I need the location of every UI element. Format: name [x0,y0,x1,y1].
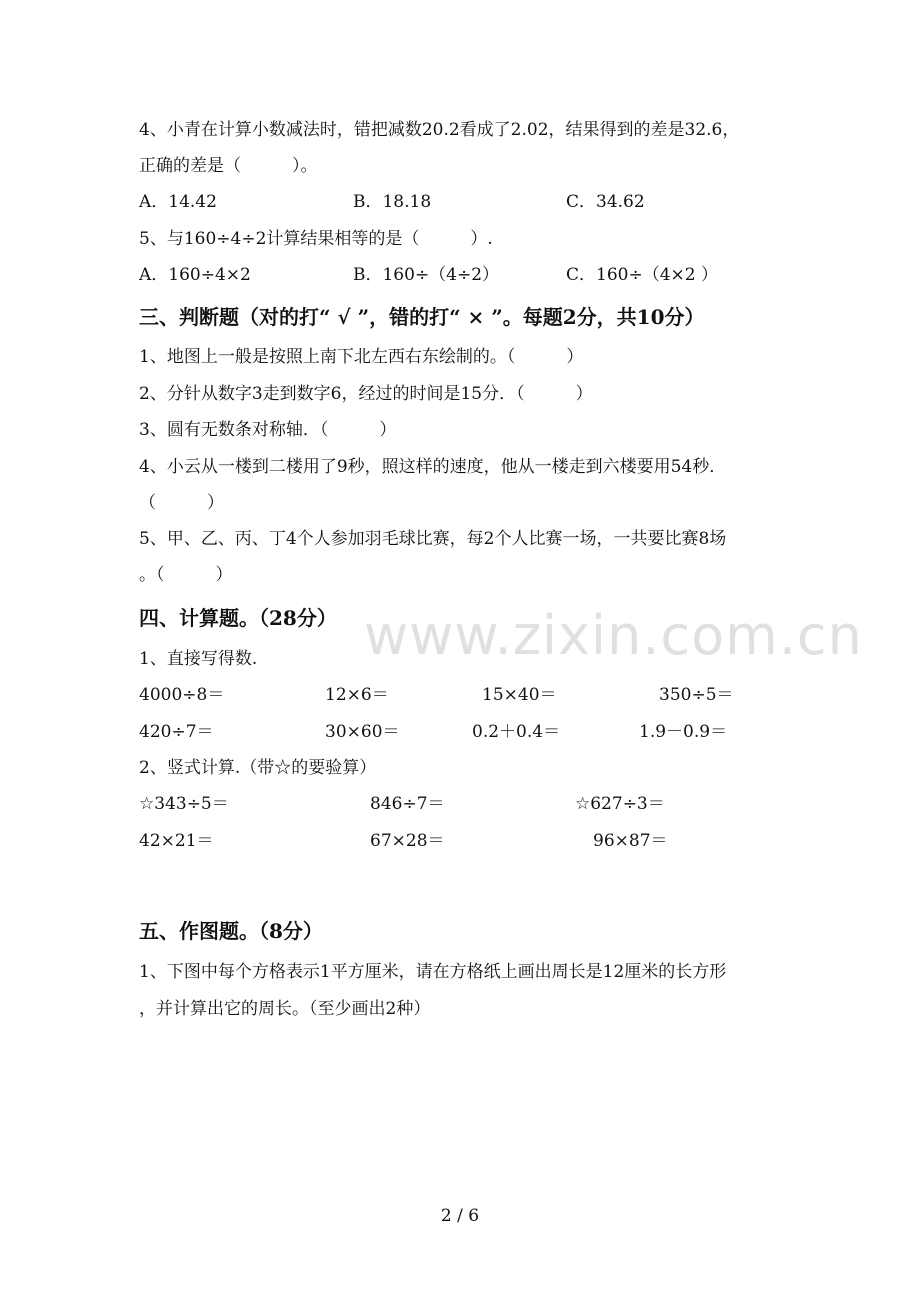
drawing-question-line-2: ，并计算出它的周长。（至少画出2种） [139,999,431,1019]
judge-item-5-bracket: 。（ ） [139,565,233,585]
judge-item-1: 1、地图上一般是按照上南下北左西右东绘制的。（ ） [139,347,584,367]
section-3-title: 三、判断题（对的打“ √ ”，错的打“ × ”。每题2分，共10分） [139,305,705,329]
direct-item: 420÷7＝ [139,722,214,742]
vertical-item: ☆627÷3＝ [575,794,665,814]
direct-item: 15×40＝ [482,685,557,705]
direct-item: 12×6＝ [325,685,389,705]
question-4-option-a: A．14.42 [139,192,217,212]
question-4-line-1: 4、小青在计算小数减法时，错把减数20.2看成了2.02，结果得到的差是32.6， [139,120,740,140]
judge-item-4: 4、小云从一楼到二楼用了9秒，照这样的速度，他从一楼走到六楼要用54秒． [139,457,727,477]
section-5-title: 五、作图题。（8分） [139,919,323,943]
vertical-item: 42×21＝ [139,831,214,851]
judge-item-4-bracket: （ ） [139,493,224,513]
direct-item: 350÷5＝ [659,685,734,705]
direct-item: 4000÷8＝ [139,685,225,705]
direct-item: 30×60＝ [325,722,400,742]
question-5-option-a: A．160÷4×2 [139,265,251,285]
drawing-question-line-1: 1、下图中每个方格表示1平方厘米，请在方格纸上画出周长是12厘米的长方形 [139,962,727,982]
vertical-item: 96×87＝ [593,831,668,851]
section-4-title: 四、计算题。（28分） [139,606,337,630]
watermark: www.zixin.com.cn [364,604,863,667]
judge-item-5: 5、甲、乙、丙、丁4个人参加羽毛球比赛，每2个人比赛一场，一共要比赛8场 [139,529,727,549]
question-5-text: 5、与160÷4÷2计算结果相等的是（ ）. [139,229,493,249]
direct-answer-heading: 1、直接写得数. [139,649,258,669]
vertical-item: ☆343÷5＝ [139,794,229,814]
question-5-option-b: B．160÷（4÷2） [353,265,500,285]
direct-item: 1.9－0.9＝ [639,722,728,742]
vertical-item: 67×28＝ [370,831,445,851]
question-4-option-c: C．34.62 [566,192,645,212]
vertical-item: 846÷7＝ [370,794,445,814]
judge-item-2: 2、分针从数字3走到数字6，经过的时间是15分．（ ） [139,384,593,404]
question-4-option-b: B．18.18 [353,192,432,212]
direct-item: 0.2＋0.4＝ [472,722,561,742]
page-number: 2 / 6 [440,1206,480,1226]
judge-item-3: 3、圆有无数条对称轴．（ ） [139,420,397,440]
question-5-option-c: C．160÷（4×2 ） [566,265,718,285]
vertical-calc-heading: 2、竖式计算.（带☆的要验算） [139,758,377,778]
question-4-line-2: 正确的差是（ ）。 [139,156,318,176]
